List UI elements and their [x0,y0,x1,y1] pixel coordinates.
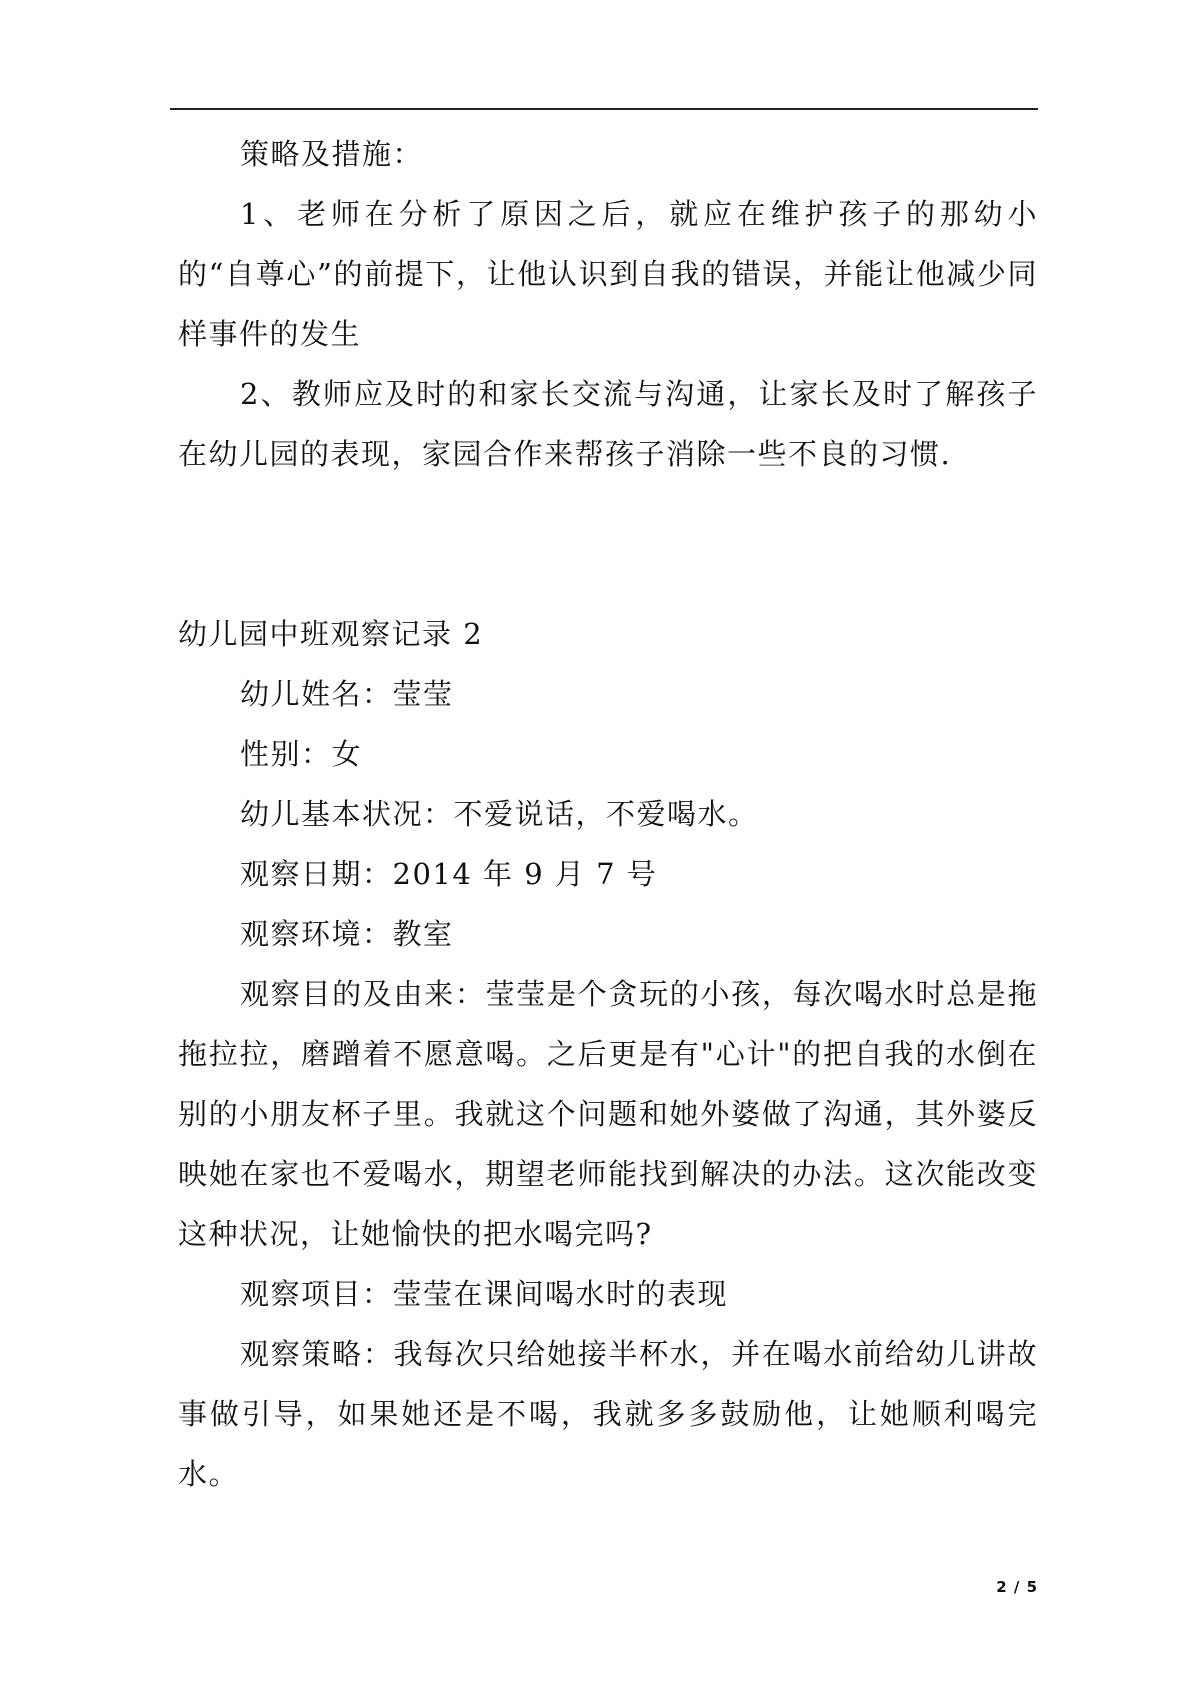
observation-purpose: 观察目的及由来：莹莹是个贪玩的小孩，每次喝水时总是拖拖拉拉，磨蹭着不愿意喝。之后更是有"心计"的把自我的水倒在别的小朋友杯子里。我就这个问题和她外婆做了沟通，其外婆反映她在家也不爱喝水，期望老师能找到解决的办法。这次能改变这种状况，让她愉快的把水喝完吗? [178,977,1038,1251]
strategy-item-1: 1、老师在分析了原因之后，就应在维护孩子的那幼小的“自尊心”的前提下，让他认识到自我的错误，并能让他减少同样事件的发生 [178,197,1038,351]
section-spacer [178,484,1038,604]
child-name: 幼儿姓名：莹莹 [240,677,454,711]
observation-project: 观察项目：莹莹在课间喝水时的表现 [240,1277,729,1311]
child-basic-status: 幼儿基本状况：不爱说话，不爱喝水。 [240,797,759,831]
observation-strategy: 观察策略：我每次只给她接半杯水，并在喝水前给幼儿讲故事做引导，如果她还是不喝，我就多多鼓励他，让她顺利喝完水。 [178,1337,1038,1491]
observation-date: 观察日期：2014 年 9 月 7 号 [240,857,658,891]
strategy-item-2: 2、教师应及时的和家长交流与沟通，让家长及时了解孩子在幼儿园的表现，家园合作来帮孩子消除一些不良的习惯. [178,377,1038,471]
page-number: 2 / 5 [996,1578,1038,1596]
document-body [178,124,1038,1504]
header-rule [170,108,1038,110]
section-title: 幼儿园中班观察记录 2 [178,617,484,651]
observation-environment: 观察环境：教室 [240,917,454,951]
strategy-heading: 策略及措施： [240,137,424,171]
child-gender: 性别：女 [240,737,363,771]
